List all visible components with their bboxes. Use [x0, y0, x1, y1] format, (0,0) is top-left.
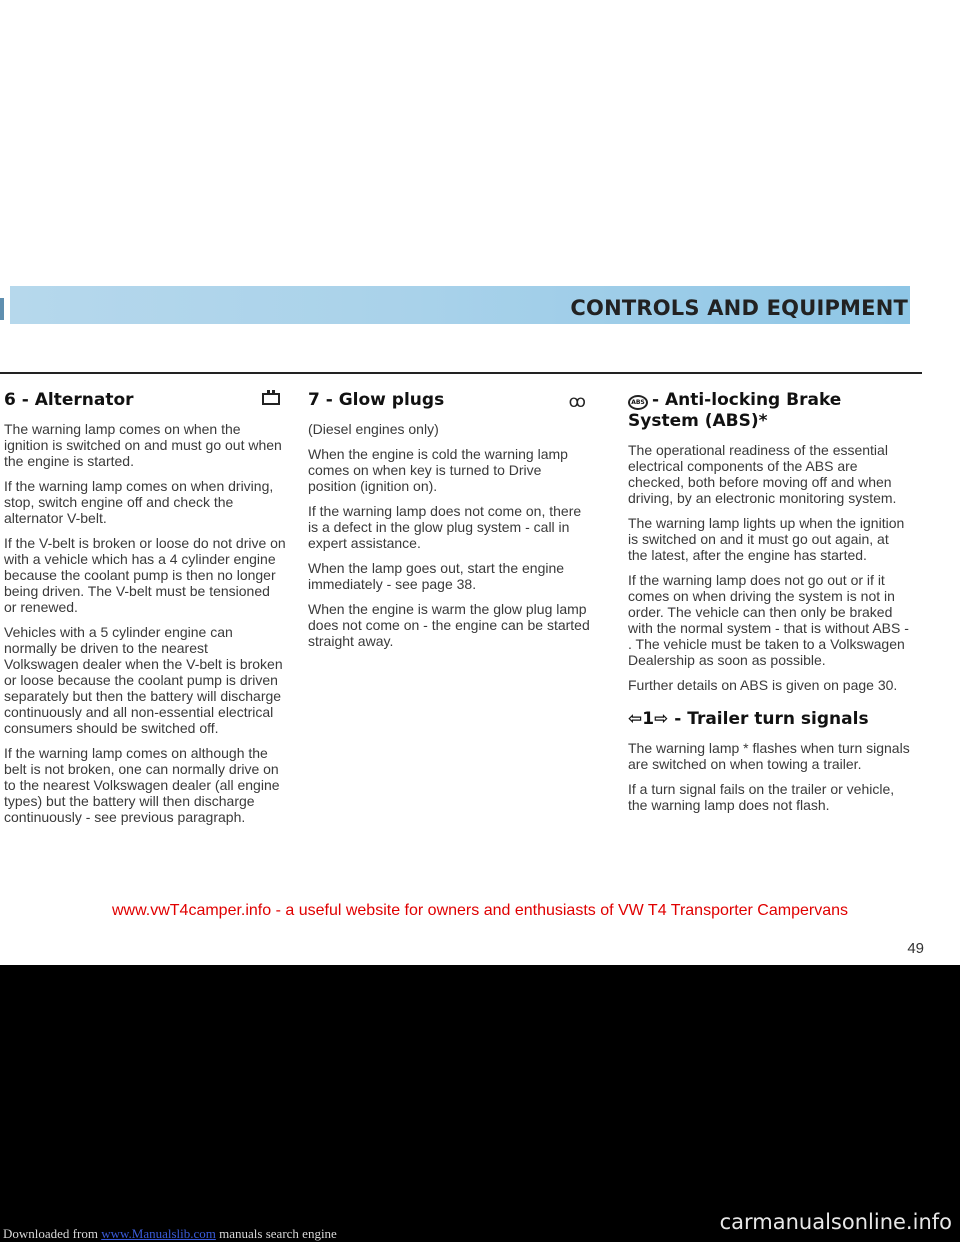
alternator-paragraph: Vehicles with a 5 cylinder engine can normally be driven to the nearest Volkswagen dealer when the V-belt is broken or loose because the coolant pump is driven separately but then the battery will discharge continuously and all non-essential electrical consumers should be switched off.: [4, 624, 283, 736]
abs-icon: ABS: [628, 395, 648, 410]
alternator-heading: [4, 390, 286, 411]
header-divider: [0, 372, 922, 374]
alternator-column: [4, 390, 286, 834]
trailer-signals-paragraph: If a turn signal fails on the trailer or vehicle, the warning lamp does not flash.: [628, 781, 895, 813]
abs-paragraph: The warning lamp lights up when the ignition is switched on and it must go out again, at the latest, after the engine has started.: [628, 515, 905, 563]
abs-heading: [628, 390, 910, 432]
site-watermark: carmanualsonline.info: [719, 1210, 952, 1234]
glow-plugs-paragraph: When the lamp goes out, start the engine immediately - see page 38.: [308, 560, 565, 592]
abs-paragraph: The operational readiness of the essential electrical components of the ABS are checked, both before moving off and when driving, by an electronic monitoring system.: [628, 442, 897, 506]
glow-plugs-column: [308, 390, 590, 658]
manualslib-link[interactable]: www.Manualslib.com: [101, 1226, 216, 1241]
abs-paragraph: Further details on ABS is given on page 30.: [628, 677, 898, 693]
glow-plugs-paragraph: When the engine is warm the glow plug lamp does not come on - the engine can be started straight away.: [308, 601, 590, 649]
glow-plugs-paragraph: When the engine is cold the warning lamp comes on when key is turned to Drive position (ignition on).: [308, 446, 568, 494]
alternator-paragraph: If the warning lamp comes on when driving, stop, switch engine off and check the alternator V-belt.: [4, 478, 274, 526]
website-link[interactable]: www.vwT4camper.info - a useful website for owners and enthusiasts of VW T4 Transporter Campervans: [111, 902, 849, 919]
trailer-signals-heading: [628, 709, 910, 730]
page-number: 49: [907, 940, 924, 957]
download-prefix: Downloaded from: [3, 1226, 98, 1241]
alternator-paragraph: The warning lamp comes on when the ignition is switched on and must go out when the engine is started.: [4, 421, 282, 469]
section-title: CONTROLS AND EQUIPMENT: [570, 296, 908, 320]
abs-heading-text: - Anti-locking Brake System (ABS)*: [628, 390, 842, 431]
glow-plugs-heading-text: 7 - Glow plugs: [308, 390, 445, 410]
turn-signal-icon: ⇦1⇨: [628, 709, 669, 729]
abs-paragraph: If the warning lamp does not go out or if it comes on when driving the system is not in order. The vehicle can then only be braked with the normal system - that is without ABS - . The vehicle must be taken to a Volkswagen Dealership as soon as possible.: [628, 572, 909, 668]
battery-icon: [262, 393, 280, 405]
glow-plugs-heading: [308, 390, 590, 411]
abs-column: [628, 390, 910, 822]
glow-plug-icon: ꝏ: [568, 392, 586, 412]
alternator-paragraph: If the V-belt is broken or loose do not drive on with a vehicle which has a 4 cylinder engine because the coolant pump is then no longer being driven. The V-belt must be tensioned or renewed.: [4, 535, 286, 615]
alternator-paragraph: If the warning lamp comes on although the belt is not broken, one can normally drive on to the nearest Volkswagen dealer (all engine types) but the battery will then discharge continuously - see previous paragraph.: [4, 745, 280, 825]
glow-plugs-paragraph: (Diesel engines only): [308, 421, 439, 437]
download-watermark: [3, 1226, 337, 1242]
trailer-signals-heading-text: - Trailer turn signals: [674, 709, 869, 729]
glow-plugs-paragraph: If the warning lamp does not come on, there is a defect in the glow plug system - call in expert assistance.: [308, 503, 582, 551]
scan-background: [0, 965, 960, 1242]
alternator-heading-text: 6 - Alternator: [4, 390, 134, 410]
download-suffix: manuals search engine: [219, 1226, 337, 1241]
page-edge-marker: [0, 298, 4, 320]
trailer-signals-paragraph: The warning lamp * flashes when turn signals are switched on when towing a trailer.: [628, 740, 910, 772]
